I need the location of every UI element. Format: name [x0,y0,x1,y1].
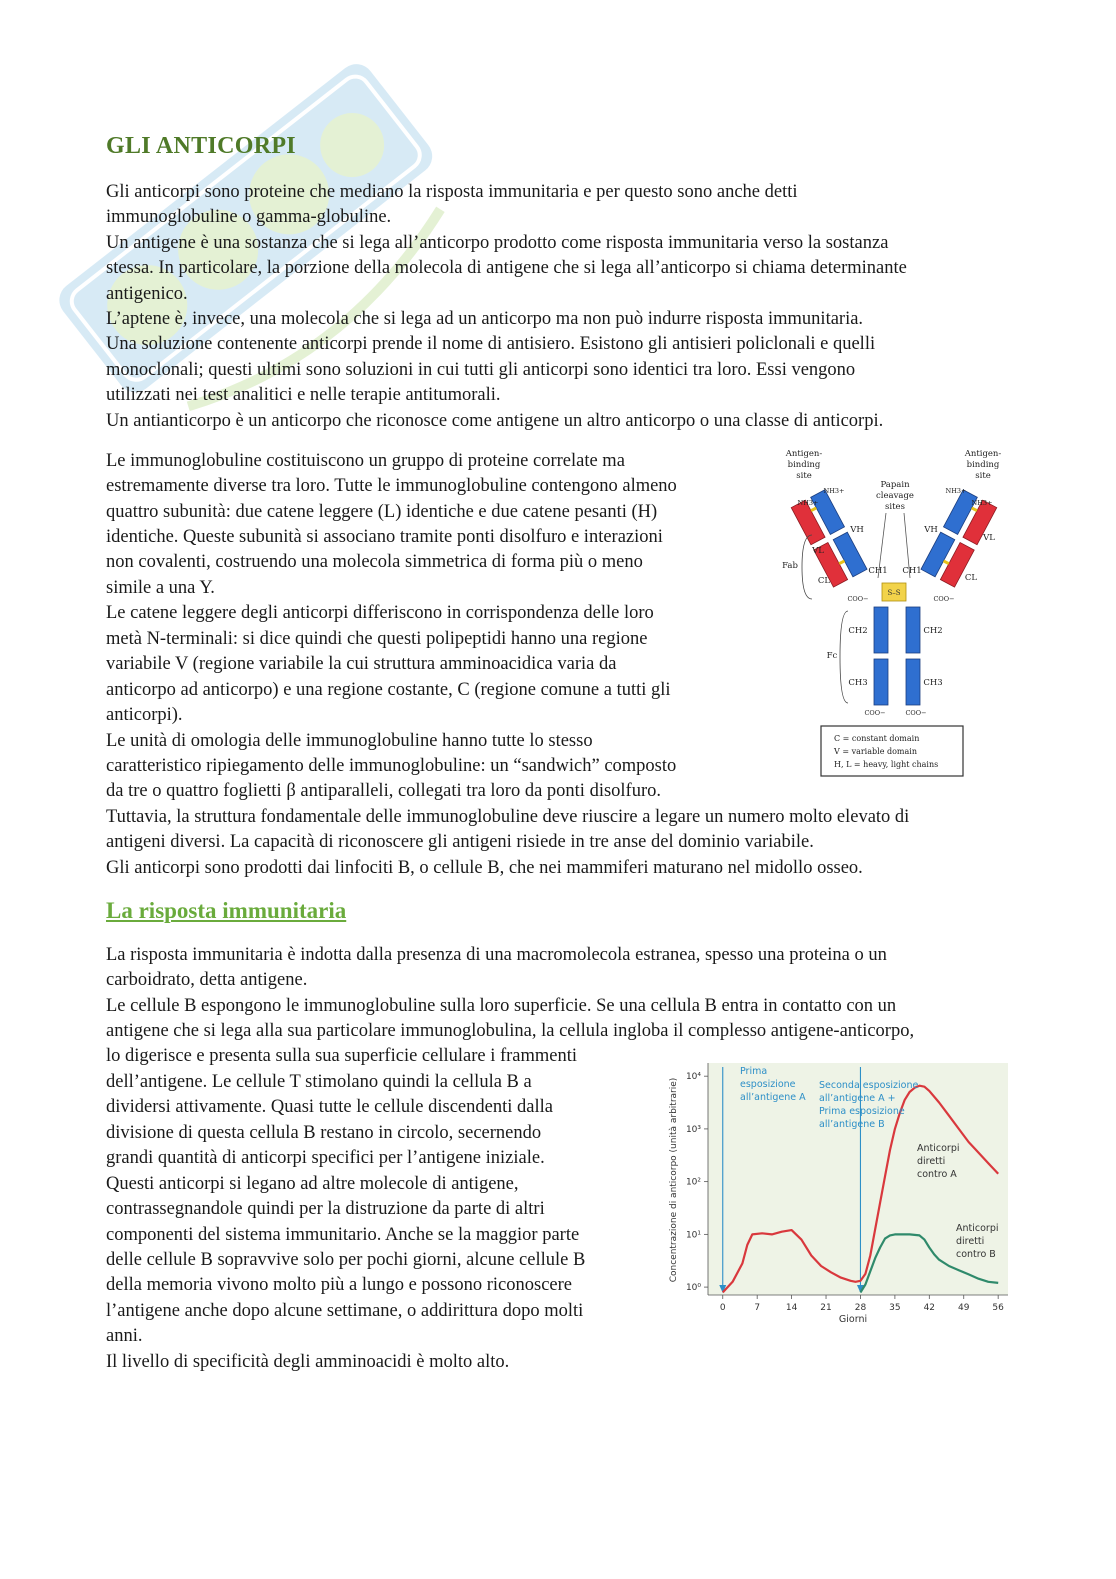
fc-brace [840,611,848,703]
label-coo-fab-left: COO− [847,595,869,603]
label-vh-right: VH [924,525,938,535]
label-antigen-site-left-2: binding [787,460,821,470]
text-line: identiche. Queste subunità si associano tramite ponti disolfuro e interazioni [106,527,663,547]
label-papain-1: Papain [880,480,910,490]
text-line: dell’antigene. Le cellule T stimolano quindi la cellula B a [106,1072,532,1092]
label-anticorpi-b: Anticorpi [956,1223,999,1234]
label-ch1-right: CH1 [902,566,922,576]
annotation-first-exposure: Prima [740,1066,768,1077]
text-line: anticorpo ad anticorpo) e una regione costante, C (regione comune a tutti gli [106,680,671,700]
text-line: metà N-terminali: si dice quindi che questi polipeptidi hanno una regione [106,629,648,649]
section-heading: La risposta immunitaria [106,898,347,923]
label-cl-left: CL [817,576,831,586]
text-line: quattro subunità: due catene leggere (L) identiche e due catene pesanti (H) [106,502,658,522]
text-line: Un antianticorpo è un anticorpo che riconosce come antigene un altro anticorpo o una classe di anticorpi. [106,411,884,431]
label-coo-right: COO− [905,709,927,717]
text-line: grandi quantità di anticorpi specifici per l’antigene iniziale. [106,1148,545,1168]
y-axis-label: Concentrazione di anticorpo (unità arbitrarie) [669,1077,679,1283]
text-line: Un antigene è una sostanza che si lega all’anticorpo prodotto come risposta immunitaria verso la sostanza [106,233,889,253]
y-tick-label: 10⁴ [685,1072,701,1083]
text-line: estremamente diverse tra loro. Tutte le immunoglobuline contengono almeno [106,476,677,496]
text-line: L’aptene è, invece, una molecola che si lega ad un anticorpo ma non può indurre risposta immunitaria. [106,309,864,329]
page-title: GLI ANTICORPI [106,133,296,159]
legend-line: C = constant domain [834,734,920,743]
text-line: anticorpi). [106,705,183,725]
annotation-second-exposure: Prima esposizione [819,1106,905,1117]
left-ch2-domain [874,607,888,653]
label-papain-2: cleavage [876,491,914,501]
text-line: Le catene leggere degli anticorpi differiscono in corrispondenza delle loro [106,603,654,623]
text-line: Le cellule B espongono le immunoglobuline sulla loro superficie. Se una cellula B entra in contatto con un [106,996,897,1016]
label-papain-3: sites [885,502,905,512]
right-ch3-domain [906,659,920,705]
label-ch2-right: CH2 [923,626,943,636]
text-line: Gli anticorpi sono prodotti dai linfociti B, o cellule B, che nei mammiferi maturano nel midollo osseo. [106,858,863,878]
immune-response-chart [662,1060,1012,1328]
label-coo-fab-right: COO− [933,595,955,603]
text-line: Una soluzione contenente anticorpi prende il nome di antisiero. Esistono gli antisieri policlonali e quelli [106,334,876,354]
label-nh3-right: NH3+ [945,487,967,495]
label-coo-left: COO− [864,709,886,717]
text-line: antigenico. [106,284,188,304]
label-anticorpi-b: contro B [956,1249,996,1260]
antibody-diagram [778,443,1010,781]
label-anticorpi-a: Anticorpi [917,1143,960,1154]
right-ch2-domain [906,607,920,653]
x-tick-label: 14 [785,1303,798,1313]
label-ch3-right: CH3 [923,678,943,688]
x-tick-label: 21 [820,1303,832,1313]
annotation-first-exposure: all’antigene A [740,1092,806,1103]
text-line: da tre o quattro foglietti β antiparalleli, collegati tra loro da ponti disolfuro. [106,781,661,801]
text-line: stessa. In particolare, la porzione della molecola di antigene che si lega all’anticorpo si chiama determinante [106,258,907,278]
y-tick-label: 10² [685,1177,701,1188]
label-fab: Fab [782,561,798,571]
label-ch3-left: CH3 [848,678,868,688]
annotation-second-exposure: Seconda esposizione [819,1080,919,1091]
text-line: monoclonali; questi ultimi sono soluzioni in cui tutti gli anticorpi sono identici tra loro. Essi vengono [106,360,856,380]
text-line: non covalenti, costruendo una molecola simmetrica di forma più o meno [106,552,643,572]
annotation-first-exposure: esposizione [740,1079,796,1090]
label-antigen-site-left-3: site [796,471,812,481]
text-line: antigene che si lega alla sua particolare immunoglobulina, la cellula ingloba il complesso antigene-anticorpo, [106,1021,915,1041]
x-tick-label: 7 [754,1303,761,1313]
text-line: carboidrato, detta antigene. [106,970,308,990]
label-cl-right: CL [964,573,978,583]
text-line: Gli anticorpi sono proteine che mediano la risposta immunitaria e per questo sono anche detti [106,182,798,202]
text-line: della memoria vivono molto più a lungo e possono riconoscere [106,1275,572,1295]
x-tick-label: 56 [992,1303,1004,1313]
legend-line: V = variable domain [834,747,917,756]
y-tick-label: 10¹ [685,1230,701,1241]
label-ch1-left: CH1 [868,566,888,576]
text-line: Questi anticorpi si legano ad altre molecole di antigene, [106,1174,519,1194]
x-tick-label: 42 [923,1303,936,1313]
text-line: componenti del sistema immunitario. Anche se la maggior parte [106,1225,580,1245]
label-anticorpi-b: diretti [956,1236,985,1247]
text-line: La risposta immunitaria è indotta dalla presenza di una macromolecola estranea, spesso una proteina o un [106,945,887,965]
text-line: utilizzati nei test analitici e nelle terapie antitumorali. [106,385,501,405]
text-line: simile a una Y. [106,578,215,598]
annotation-second-exposure: all’antigene B [819,1119,885,1130]
label-ch2-left: CH2 [848,626,868,636]
text-line: Il livello di specificità degli amminoacidi è molto alto. [106,1352,510,1372]
label-nh3-left-2: NH3+ [823,487,845,495]
text-line: delle cellule B sopravvive solo per pochi giorni, alcune cellule B [106,1250,586,1270]
label-vh-left: VH [850,525,864,535]
text-line: caratteristico ripiegamento delle immunoglobuline: un “sandwich” composto [106,756,677,776]
label-vl-right: VL [983,533,995,543]
text-line: l’antigene anche dopo alcune settimane, o addirittura dopo molti [106,1301,584,1321]
label-antigen-site-left-1: Antigen- [785,449,823,459]
label-vl-left: VL [812,546,824,556]
text-line: anni. [106,1326,143,1346]
label-antigen-site-right-2: binding [966,460,1000,470]
label-ss: S–S [887,589,901,597]
label-anticorpi-a: diretti [917,1156,946,1167]
label-antigen-site-right-3: site [975,471,991,481]
label-antigen-site-right-1: Antigen- [964,449,1002,459]
x-tick-label: 49 [958,1303,970,1313]
legend-line: H, L = heavy, light chains [834,760,939,769]
x-tick-label: 28 [854,1303,867,1313]
label-nh3-right-2: NH3+ [971,499,993,507]
text-line: Tuttavia, la struttura fondamentale delle immunoglobuline deve riuscire a legare un numero molto elevato di [106,807,910,827]
text-line: antigeni diversi. La capacità di riconoscere gli antigeni risiede in tre anse del dominio variabile. [106,832,814,852]
y-tick-label: 10⁰ [685,1283,701,1294]
x-tick-label: 0 [719,1303,726,1313]
text-line: contrassegnandole quindi per la distruzione da parte di altri [106,1199,545,1219]
label-fc: Fc [826,651,838,661]
text-line: lo digerisce e presenta sulla sua superficie cellulare i frammenti [106,1046,578,1066]
text-line: Le immunoglobuline costituiscono un gruppo di proteine correlate ma [106,451,625,471]
text-line: divisione di questa cellula B restano in circolo, secernendo [106,1123,542,1143]
x-axis-label: Giorni [838,1314,868,1325]
annotation-second-exposure: all’antigene A + [819,1093,896,1104]
text-line: variabile V (regione variabile la cui struttura amminoacidica varia da [106,654,617,674]
text-line: Le unità di omologia delle immunoglobuline hanno tutte lo stesso [106,731,593,751]
y-tick-label: 10³ [685,1124,701,1135]
text-line: immunoglobuline o gamma-globuline. [106,207,392,227]
text-line: dividersi attivamente. Quasi tutte le cellule discendenti dalla [106,1097,553,1117]
x-tick-label: 35 [889,1303,901,1313]
label-nh3-left: NH3+ [797,499,819,507]
left-ch3-domain [874,659,888,705]
label-anticorpi-a: contro A [917,1169,957,1180]
